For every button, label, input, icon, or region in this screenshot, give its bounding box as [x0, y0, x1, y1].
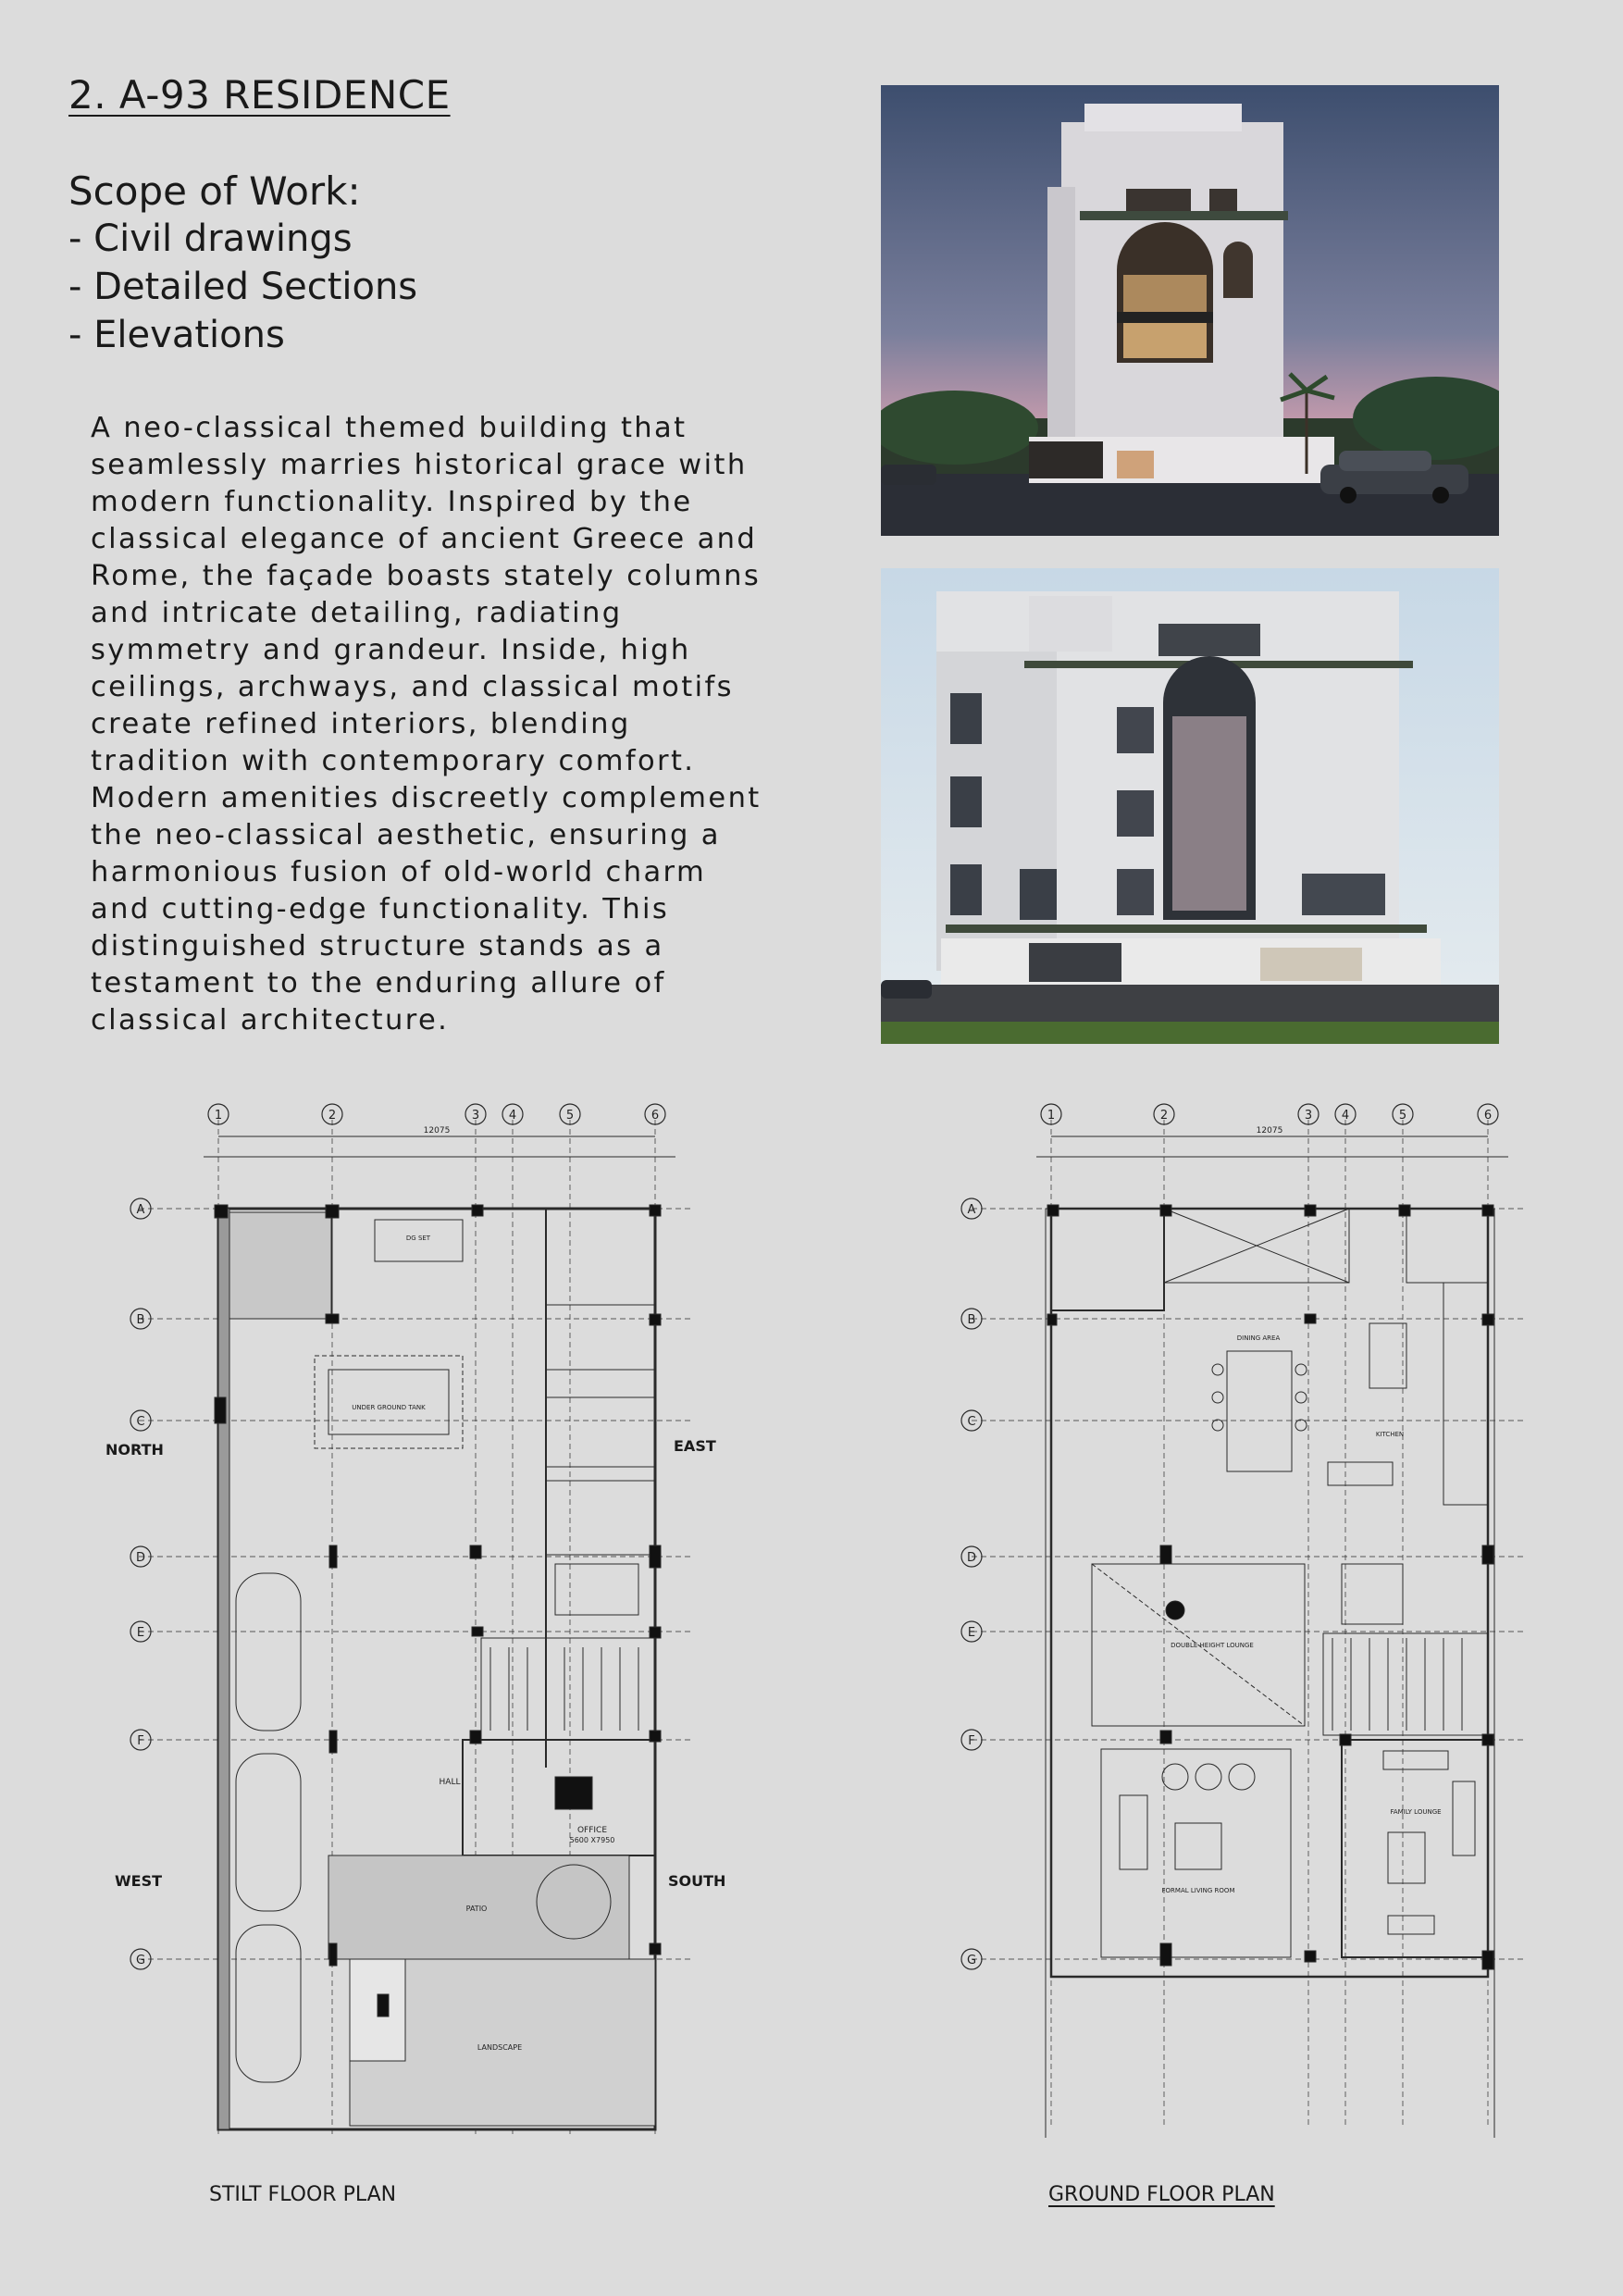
grid-col-label: 2 [328, 1109, 337, 1123]
page-title: 2. A-93 RESIDENCE [68, 72, 451, 118]
scope-item: - Elevations [68, 314, 285, 356]
grid-row-label: E [136, 1626, 145, 1640]
overall-dimension: 12075 [423, 1126, 451, 1136]
room-dining: DINING AREA [1236, 1334, 1281, 1342]
scope-item: - Civil drawings [68, 217, 353, 260]
room-landscape: LANDSCAPE [477, 2043, 523, 2052]
scope-heading: Scope of Work: [68, 168, 361, 214]
grid-row-label: D [966, 1551, 977, 1565]
room-tank: UNDER GROUND TANK [352, 1404, 426, 1411]
grid-col-label: 3 [1304, 1109, 1313, 1123]
grid-row-label: G [966, 1954, 977, 1967]
direction-north: NORTH [105, 1441, 164, 1458]
project-description: A neo-classical themed building that seamlessly marries historical grace with modern functionality. Inspired by the classical elegance of ancient Greece and Rome, the façade boasts stately columns and intricate detailing, radiating symmetry and grandeur. Inside, high ceilings, archways, and classical motifs create refined interiors, blending tradition with contemporary comfort. Modern amenities discreetly complement the neo-classical aesthetic, ensuring a harmonious fusion of old-world charm and cutting-edge functionality. This distinguished structure stands as a testament to the enduring allure of classical architecture. [91, 412, 762, 1036]
render-side-day [881, 568, 1499, 1044]
grid-col-label: 6 [1483, 1109, 1493, 1123]
grid-col-label: 5 [1398, 1109, 1407, 1123]
room-patio: PATIO [465, 1905, 488, 1913]
direction-west: WEST [115, 1872, 163, 1890]
scope-item: - Detailed Sections [68, 266, 418, 308]
stilt-plan-drawing [102, 1092, 750, 2166]
grid-row-label: A [967, 1203, 976, 1217]
room-office: OFFICE [576, 1826, 608, 1835]
grid-row-label: F [137, 1734, 144, 1748]
grid-col-label: 4 [508, 1109, 517, 1123]
grid-col-label: 5 [565, 1109, 575, 1123]
grid-col-label: 4 [1341, 1109, 1350, 1123]
grid-col-label: 2 [1159, 1109, 1169, 1123]
grid-col-label: 1 [214, 1109, 223, 1123]
room-office-dim: 5600 X7950 [569, 1836, 615, 1844]
room-lounge: DOUBLE HEIGHT LOUNGE [1171, 1642, 1254, 1649]
room-kitchen: KITCHEN [1375, 1431, 1405, 1438]
grid-col-label: 3 [471, 1109, 480, 1123]
room-hall: HALL [439, 1778, 461, 1787]
scope-list [68, 215, 417, 359]
grid-row-label: C [136, 1415, 145, 1429]
grid-row-label: A [136, 1203, 145, 1217]
grid-row-label: B [136, 1313, 145, 1327]
render-front-dusk [881, 85, 1499, 536]
room-dg: DG SET [405, 1235, 431, 1242]
ground-plan-label: GROUND FLOOR PLAN [1048, 2183, 1275, 2206]
room-formal: FORMAL LIVING ROOM [1161, 1887, 1235, 1894]
grid-row-label: G [135, 1954, 146, 1967]
direction-south: SOUTH [668, 1872, 726, 1890]
direction-east: EAST [674, 1437, 716, 1455]
grid-row-label: D [135, 1551, 146, 1565]
grid-row-label: B [967, 1313, 976, 1327]
grid-col-label: 1 [1047, 1109, 1056, 1123]
ground-plan-drawing [953, 1092, 1545, 2138]
grid-row-label: E [967, 1626, 976, 1640]
room-family: FAMILY LOUNGE [1390, 1808, 1442, 1816]
grid-row-label: F [968, 1734, 975, 1748]
grid-row-label: C [967, 1415, 976, 1429]
grid-col-label: 6 [650, 1109, 660, 1123]
stilt-plan-label: STILT FLOOR PLAN [209, 2183, 397, 2206]
overall-dimension: 12075 [1256, 1126, 1283, 1136]
